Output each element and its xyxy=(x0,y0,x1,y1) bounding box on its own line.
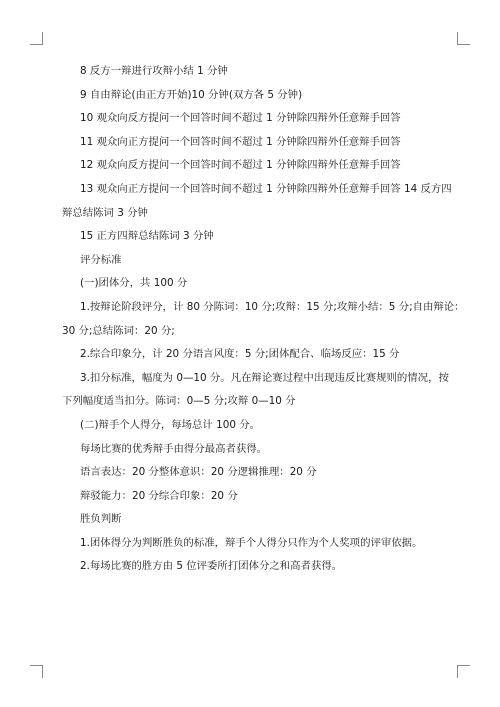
paragraph xyxy=(62,229,442,243)
crop-mark-top-right xyxy=(457,32,470,45)
paragraph xyxy=(62,88,442,102)
paragraph xyxy=(62,536,442,550)
paragraph xyxy=(62,135,442,149)
paragraph xyxy=(62,300,465,338)
text-line: 15 正方四辩总结陈词 3 分钟 xyxy=(80,230,214,243)
text-line: 1.团体得分为判断胜负的标准，辩手个人得分只作为个人奖项的评审依据。 xyxy=(80,536,423,549)
paragraph xyxy=(62,418,442,432)
text-line: 12 观众向反方提问一个回答时间不超过 1 分钟除四辩外任意辩手回答 xyxy=(80,159,401,172)
text-line: 每场比赛的优秀辩手由得分最高者获得。 xyxy=(80,442,268,455)
section-heading: 评分标准 xyxy=(80,253,122,266)
paragraph xyxy=(62,512,442,526)
text-line: 8 反方一辩进行攻辩小结 1 分钟 xyxy=(80,65,228,77)
text-line: 11 观众向正方提问一个回答时间不超过 1 分钟除四辩外任意辩手回答 xyxy=(80,135,401,148)
paragraph xyxy=(62,64,442,78)
paragraph xyxy=(62,559,442,573)
document-body xyxy=(62,64,465,583)
paragraph xyxy=(62,489,442,503)
section-heading: 胜负判断 xyxy=(80,513,122,526)
text-line: (二)辩手个人得分，每场总计 100 分。 xyxy=(80,418,261,431)
text-line: 辩总结陈词 3 分钟 xyxy=(62,206,148,219)
text-line: (一)团体分，共 100 分 xyxy=(80,277,188,290)
text-line: 语言表达：20 分整体意识：20 分逻辑推理：20 分 xyxy=(80,466,317,479)
paragraph xyxy=(62,253,442,267)
paragraph xyxy=(62,371,449,409)
text-line: 13 观众向正方提问一个回答时间不超过 1 分钟除四辩外任意辩手回答 14 反方四 xyxy=(80,182,452,195)
paragraph xyxy=(62,465,442,479)
text-line: 2.每场比赛的胜方由 5 位评委所打团体分之和高者获得。 xyxy=(80,560,343,573)
paragraph xyxy=(62,111,442,125)
paragraph xyxy=(62,442,442,456)
text-line: 下列幅度适当扣分。陈词：0—5 分;攻辩 0—10 分 xyxy=(62,395,296,408)
crop-mark-bottom-left xyxy=(30,665,43,678)
text-line: 3.扣分标准，幅度为 0—10 分。凡在辩论赛过程中出现违反比赛规则的情况，按 xyxy=(80,371,449,384)
text-line: 1.按辩论阶段评分，计 80 分陈词：10 分;攻辩：15 分;攻辩小结：5 分;自由辩论： xyxy=(80,300,465,313)
text-line: 10 观众向反方提问一个回答时间不超过 1 分钟除四辩外任意辩手回答 xyxy=(80,112,401,125)
text-line: 辩驳能力：20 分综合印象：20 分 xyxy=(80,489,238,502)
crop-mark-top-left xyxy=(30,32,43,45)
paragraph xyxy=(62,182,452,220)
paragraph xyxy=(62,347,442,361)
text-line: 30 分;总结陈词：20 分; xyxy=(62,324,175,337)
text-line: 9 自由辩论(由正方开始)10 分钟(双方各 5 分钟) xyxy=(80,88,303,101)
text-line: 2.综合印象分，计 20 分语言风度：5 分;团体配合、临场反应：15 分 xyxy=(80,348,400,361)
paragraph xyxy=(62,276,442,290)
paragraph xyxy=(62,158,442,172)
crop-mark-bottom-right xyxy=(457,665,470,678)
